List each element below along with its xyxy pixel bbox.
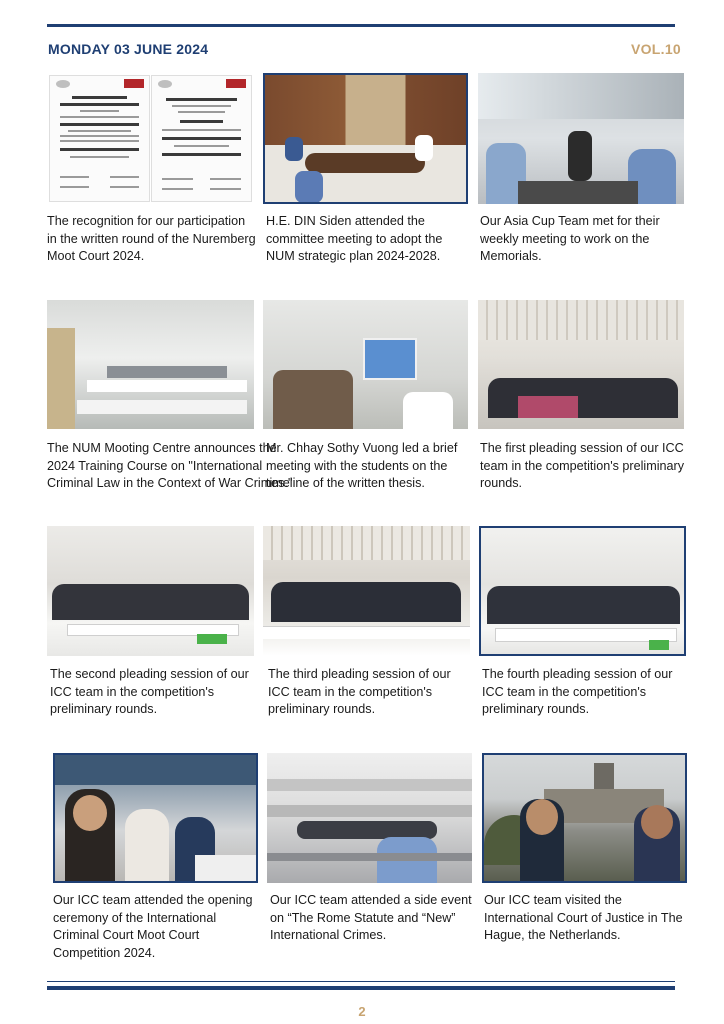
third-pleading-photo (263, 526, 470, 656)
caption-committee-meeting: H.E. DIN Siden attended the committee meeting to adopt the NUM strategic plan 2024-2028. (266, 214, 443, 264)
page-number: 2 (358, 1004, 366, 1019)
caption-certificate: The recognition for our participation in the written round of the Nuremberg Moot Court 2024. (47, 214, 256, 264)
issue-date: MONDAY 03 JUNE 2024 (48, 41, 209, 57)
first-pleading-photo (478, 300, 684, 429)
caption-side-event: Our ICC team attended a side event on “The Rome Statute and “New” International Crimes. (270, 893, 472, 943)
caption-first-pleading: The first pleading session of our ICC team in the competition's preliminary rounds. (480, 441, 684, 491)
student-meeting-photo (263, 300, 468, 429)
certificate-right (151, 75, 252, 202)
caption-opening-ceremony: Our ICC team attended the opening ceremony of the International Criminal Court Moot Court Competition 2024. (53, 893, 253, 960)
icj-visit-photo (482, 753, 687, 883)
side-event-photo (267, 753, 472, 883)
fourth-pleading-photo (479, 526, 686, 656)
caption-second-pleading: The second pleading session of our ICC team in the competition's preliminary rounds. (50, 667, 249, 717)
committee-meeting-photo (263, 73, 468, 204)
opening-ceremony-photo (53, 753, 258, 883)
certificate-photo (47, 73, 254, 204)
caption-third-pleading: The third pleading session of our ICC team in the competition's preliminary rounds. (268, 667, 451, 717)
second-pleading-photo (47, 526, 254, 656)
caption-fourth-pleading: The fourth pleading session of our ICC team in the competition's preliminary rounds. (482, 667, 673, 717)
training-room-photo (47, 300, 254, 429)
volume-number: VOL.10 (630, 41, 681, 57)
certificate-left (49, 75, 150, 202)
caption-training-course: The NUM Mooting Centre announces the 2024 Training Course on "International Criminal Law in the Context of War Crimes." (47, 441, 293, 491)
caption-icj-visit: Our ICC team visited the International Court of Justice in The Hague, the Netherlands. (484, 893, 683, 943)
asia-cup-team-photo (478, 73, 684, 204)
caption-student-meeting: Mr. Chhay Sothy Vuong led a brief meeting with the students on the timeline of the written thesis. (266, 441, 458, 491)
footer-rule-thin (47, 981, 675, 982)
header-rule (47, 24, 675, 27)
footer-rule-thick (47, 986, 675, 990)
caption-asia-cup-meeting: Our Asia Cup Team met for their weekly meeting to work on the Memorials. (480, 214, 660, 264)
